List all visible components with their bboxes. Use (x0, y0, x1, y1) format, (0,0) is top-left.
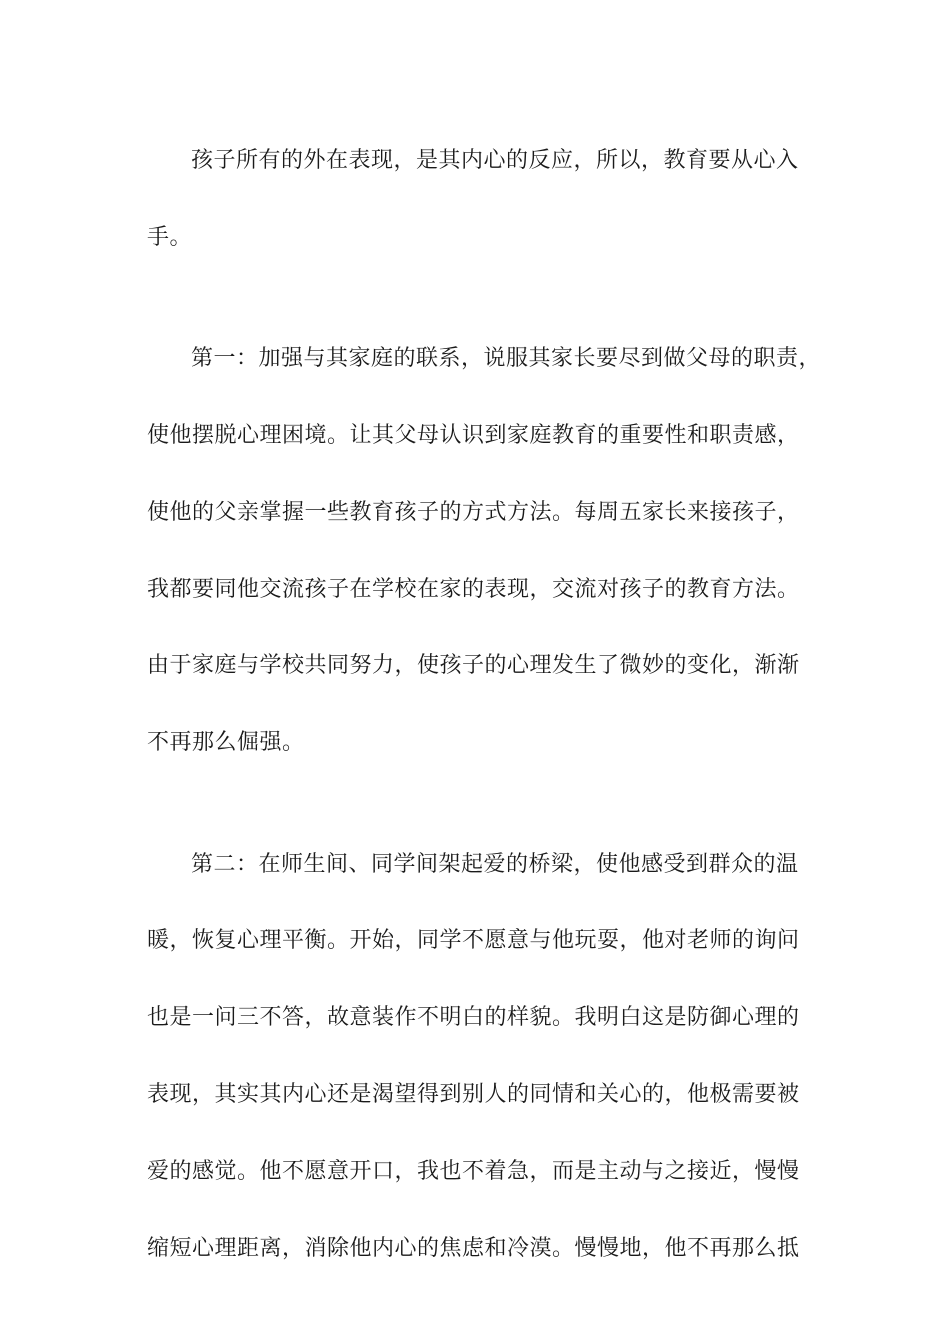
text-line: 手。 (147, 224, 193, 250)
text-line: 暖，恢复心理平衡。开始，同学不愿意与他玩耍，他对老师的询问 (147, 928, 800, 954)
paragraph-gap (147, 782, 807, 827)
text-line: 我都要同他交流孩子在学校在家的表现，交流对孩子的教育方法。 (147, 576, 800, 602)
text-line: 使他摆脱心理困境。让其父母认识到家庭教育的重要性和职责感， (147, 422, 800, 448)
paragraph-first (147, 321, 822, 782)
text-line: 第一：加强与其家庭的联系，说服其家长要尽到做父母的职责， (191, 346, 822, 372)
paragraph-gap (147, 277, 807, 322)
text-line: 不再那么倔强。 (147, 730, 305, 756)
text-line: 表现，其实其内心还是渴望得到别人的同情和关心的，他极需要被 (147, 1081, 800, 1107)
paragraph-intro (147, 123, 807, 277)
document-body (147, 123, 822, 1287)
text-line: 爱的感觉。他不愿意开口，我也不着急，而是主动与之接近，慢慢 (147, 1158, 800, 1184)
text-line: 由于家庭与学校共同努力，使孩子的心理发生了微妙的变化，渐渐 (147, 653, 800, 679)
text-line: 也是一问三不答，故意装作不明白的样貌。我明白这是防御心理的 (147, 1005, 800, 1031)
paragraph-second (147, 827, 807, 1288)
text-line: 第二：在师生间、同学间架起爱的桥梁，使他感受到群众的温 (191, 851, 799, 877)
text-line: 使他的父亲掌握一些教育孩子的方式方法。每周五家长来接孩子， (147, 499, 800, 525)
text-line: 缩短心理距离，消除他内心的焦虑和冷漠。慢慢地，他不再那么抵 (147, 1235, 800, 1261)
text-line: 孩子所有的外在表现，是其内心的反应，所以，教育要从心入 (191, 148, 799, 173)
